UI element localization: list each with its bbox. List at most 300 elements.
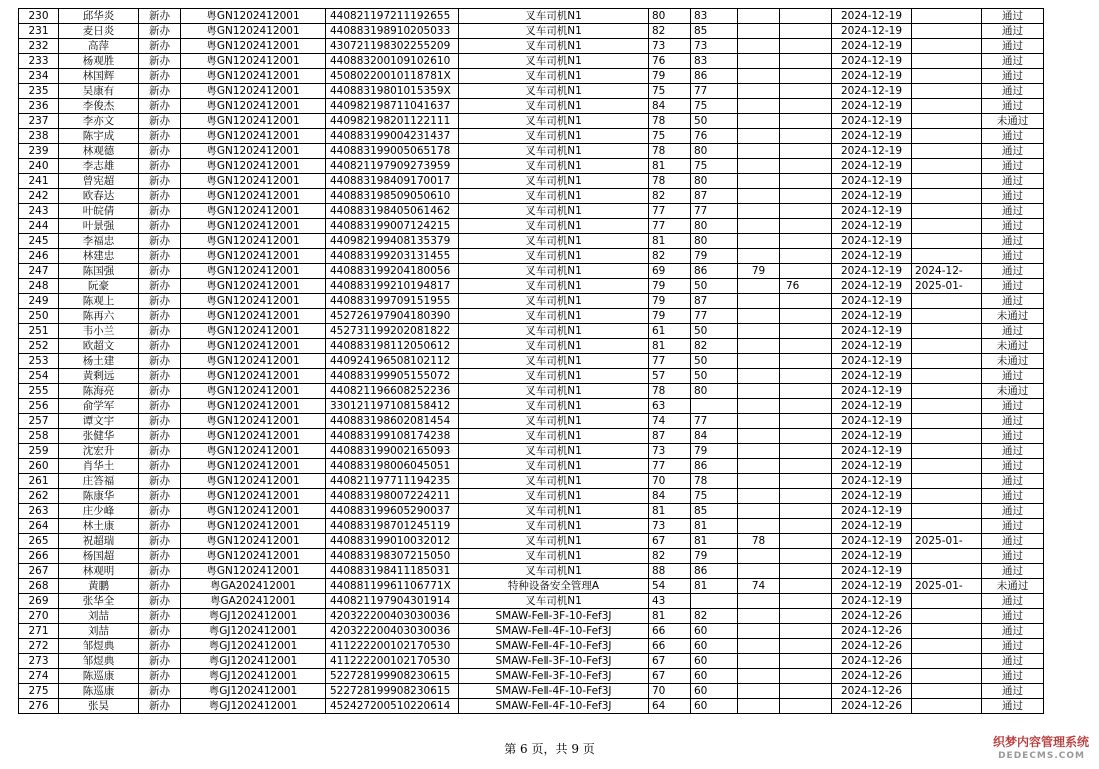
apply-type-cell: 新办: [139, 99, 181, 114]
name-cell: 谭文宇: [59, 414, 139, 429]
retest-score-2-cell: [780, 399, 832, 414]
retest-date-cell: [912, 234, 982, 249]
exam-date-cell: 2024-12-19: [832, 219, 912, 234]
score-2-cell: 77: [691, 84, 738, 99]
name-cell: 陈康华: [59, 489, 139, 504]
batch-code-cell: 粤GN1202412001: [181, 24, 326, 39]
score-1-cell: 73: [649, 39, 691, 54]
exam-item-cell: 叉车司机N1: [459, 384, 649, 399]
retest-date-cell: [912, 159, 982, 174]
name-cell: 肖华土: [59, 459, 139, 474]
row-number: 265: [19, 534, 59, 549]
id-number-cell: 440982199408135379: [326, 234, 459, 249]
name-cell: 陈观上: [59, 294, 139, 309]
score-1-cell: 81: [649, 339, 691, 354]
score-1-cell: 66: [649, 639, 691, 654]
exam-date-cell: 2024-12-19: [832, 504, 912, 519]
name-cell: 曾宪超: [59, 174, 139, 189]
score-1-cell: 87: [649, 429, 691, 444]
batch-code-cell: 粤GJ1202412001: [181, 699, 326, 714]
score-1-cell: 74: [649, 414, 691, 429]
score-2-cell: 87: [691, 294, 738, 309]
retest-date-cell: [912, 654, 982, 669]
batch-code-cell: 粤GN1202412001: [181, 534, 326, 549]
table-row: [19, 549, 1044, 564]
id-number-cell: 440883199905155072: [326, 369, 459, 384]
score-2-cell: 50: [691, 114, 738, 129]
retest-score-2-cell: [780, 24, 832, 39]
result-cell: 未通过: [982, 114, 1044, 129]
retest-score-2-cell: [780, 174, 832, 189]
batch-code-cell: 粤GJ1202412001: [181, 684, 326, 699]
retest-score-1-cell: [738, 444, 780, 459]
exam-date-cell: 2024-12-19: [832, 459, 912, 474]
retest-score-2-cell: [780, 534, 832, 549]
result-cell: 通过: [982, 159, 1044, 174]
exam-item-cell: 特种设备安全管理A: [459, 579, 649, 594]
score-1-cell: 57: [649, 369, 691, 384]
retest-score-1-cell: [738, 399, 780, 414]
table-row: [19, 594, 1044, 609]
result-cell: 通过: [982, 204, 1044, 219]
exam-date-cell: 2024-12-19: [832, 594, 912, 609]
row-number: 272: [19, 639, 59, 654]
retest-score-2-cell: [780, 369, 832, 384]
batch-code-cell: 粤GA202412001: [181, 594, 326, 609]
exam-item-cell: 叉车司机N1: [459, 594, 649, 609]
exam-date-cell: 2024-12-19: [832, 9, 912, 24]
exam-item-cell: 叉车司机N1: [459, 429, 649, 444]
retest-score-2-cell: [780, 474, 832, 489]
retest-score-2-cell: [780, 84, 832, 99]
apply-type-cell: 新办: [139, 669, 181, 684]
retest-date-cell: [912, 399, 982, 414]
score-2-cell: 83: [691, 9, 738, 24]
batch-code-cell: 粤GJ1202412001: [181, 624, 326, 639]
retest-date-cell: [912, 369, 982, 384]
apply-type-cell: 新办: [139, 684, 181, 699]
id-number-cell: 440883198006045051: [326, 459, 459, 474]
result-cell: 通过: [982, 459, 1044, 474]
row-number: 249: [19, 294, 59, 309]
retest-date-cell: [912, 99, 982, 114]
retest-score-1-cell: 78: [738, 534, 780, 549]
batch-code-cell: 粤GN1202412001: [181, 324, 326, 339]
batch-code-cell: 粤GN1202412001: [181, 339, 326, 354]
id-number-cell: 440883199010032012: [326, 534, 459, 549]
name-cell: 祝超瑞: [59, 534, 139, 549]
retest-score-2-cell: [780, 669, 832, 684]
score-1-cell: 73: [649, 519, 691, 534]
exam-date-cell: 2024-12-19: [832, 549, 912, 564]
retest-score-2-cell: [780, 204, 832, 219]
exam-date-cell: 2024-12-19: [832, 324, 912, 339]
retest-score-2-cell: [780, 564, 832, 579]
retest-date-cell: [912, 474, 982, 489]
result-cell: 通过: [982, 429, 1044, 444]
retest-score-2-cell: [780, 69, 832, 84]
exam-item-cell: 叉车司机N1: [459, 474, 649, 489]
batch-code-cell: 粤GN1202412001: [181, 189, 326, 204]
score-2-cell: 60: [691, 624, 738, 639]
batch-code-cell: 粤GN1202412001: [181, 249, 326, 264]
result-cell: 通过: [982, 39, 1044, 54]
result-cell: 通过: [982, 444, 1044, 459]
id-number-cell: 440821197904301914: [326, 594, 459, 609]
results-table: [18, 8, 1044, 714]
result-cell: 通过: [982, 534, 1044, 549]
retest-score-1-cell: [738, 459, 780, 474]
batch-code-cell: 粤GN1202412001: [181, 564, 326, 579]
score-2-cell: 75: [691, 489, 738, 504]
apply-type-cell: 新办: [139, 564, 181, 579]
batch-code-cell: 粤GN1202412001: [181, 369, 326, 384]
retest-date-cell: [912, 564, 982, 579]
retest-score-1-cell: [738, 129, 780, 144]
score-1-cell: 76: [649, 54, 691, 69]
table-row: [19, 459, 1044, 474]
exam-item-cell: 叉车司机N1: [459, 144, 649, 159]
result-cell: 通过: [982, 594, 1044, 609]
score-1-cell: 84: [649, 99, 691, 114]
retest-score-2-cell: [780, 624, 832, 639]
score-2-cell: 60: [691, 699, 738, 714]
score-1-cell: 54: [649, 579, 691, 594]
id-number-cell: 440883199203131455: [326, 249, 459, 264]
batch-code-cell: 粤GN1202412001: [181, 294, 326, 309]
score-2-cell: 73: [691, 39, 738, 54]
row-number: 276: [19, 699, 59, 714]
table-row: [19, 9, 1044, 24]
score-2-cell: 79: [691, 249, 738, 264]
exam-item-cell: 叉车司机N1: [459, 54, 649, 69]
retest-score-2-cell: [780, 324, 832, 339]
batch-code-cell: 粤GN1202412001: [181, 84, 326, 99]
retest-score-2-cell: [780, 339, 832, 354]
name-cell: 沈宏升: [59, 444, 139, 459]
retest-date-cell: [912, 114, 982, 129]
retest-date-cell: 2025-01-: [912, 534, 982, 549]
row-number: 266: [19, 549, 59, 564]
retest-score-1-cell: [738, 39, 780, 54]
table-row: [19, 414, 1044, 429]
apply-type-cell: 新办: [139, 459, 181, 474]
exam-item-cell: 叉车司机N1: [459, 489, 649, 504]
apply-type-cell: 新办: [139, 474, 181, 489]
table-row: [19, 114, 1044, 129]
name-cell: 陈再六: [59, 309, 139, 324]
id-number-cell: 440883198409170017: [326, 174, 459, 189]
batch-code-cell: 粤GN1202412001: [181, 114, 326, 129]
result-cell: 通过: [982, 219, 1044, 234]
id-number-cell: 440883199004231437: [326, 129, 459, 144]
retest-date-cell: [912, 684, 982, 699]
result-cell: 通过: [982, 264, 1044, 279]
score-2-cell: [691, 399, 738, 414]
id-number-cell: 440883198307215050: [326, 549, 459, 564]
id-number-cell: 440883200109102610: [326, 54, 459, 69]
retest-score-1-cell: [738, 474, 780, 489]
exam-date-cell: 2024-12-19: [832, 579, 912, 594]
exam-date-cell: 2024-12-19: [832, 279, 912, 294]
row-number: 232: [19, 39, 59, 54]
id-number-cell: 440924196508102112: [326, 354, 459, 369]
batch-code-cell: 粤GN1202412001: [181, 144, 326, 159]
retest-score-2-cell: [780, 609, 832, 624]
table-row: [19, 189, 1044, 204]
table-row: [19, 324, 1044, 339]
retest-score-1-cell: [738, 669, 780, 684]
retest-score-1-cell: [738, 54, 780, 69]
exam-date-cell: 2024-12-19: [832, 354, 912, 369]
apply-type-cell: 新办: [139, 414, 181, 429]
name-cell: 张华全: [59, 594, 139, 609]
exam-item-cell: 叉车司机N1: [459, 444, 649, 459]
row-number: 243: [19, 204, 59, 219]
result-cell: 未通过: [982, 384, 1044, 399]
exam-date-cell: 2024-12-19: [832, 159, 912, 174]
result-cell: 通过: [982, 474, 1044, 489]
id-number-cell: 440883198602081454: [326, 414, 459, 429]
retest-date-cell: [912, 444, 982, 459]
score-2-cell: 82: [691, 609, 738, 624]
exam-item-cell: SMAW-FeⅡ-3F-10-Fef3J: [459, 609, 649, 624]
exam-date-cell: 2024-12-19: [832, 174, 912, 189]
exam-date-cell: 2024-12-19: [832, 54, 912, 69]
id-number-cell: 411222200102170530: [326, 654, 459, 669]
name-cell: 李福忠: [59, 234, 139, 249]
result-cell: 通过: [982, 234, 1044, 249]
table-row: [19, 39, 1044, 54]
score-1-cell: 77: [649, 459, 691, 474]
retest-date-cell: [912, 174, 982, 189]
table-row: [19, 429, 1044, 444]
retest-score-1-cell: [738, 609, 780, 624]
result-cell: 未通过: [982, 339, 1044, 354]
retest-date-cell: [912, 324, 982, 339]
retest-date-cell: [912, 24, 982, 39]
id-number-cell: 440883198411185031: [326, 564, 459, 579]
row-number: 274: [19, 669, 59, 684]
retest-score-2-cell: [780, 234, 832, 249]
retest-date-cell: [912, 339, 982, 354]
retest-score-1-cell: [738, 384, 780, 399]
row-number: 236: [19, 99, 59, 114]
id-number-cell: 420322200403030036: [326, 624, 459, 639]
score-2-cell: 81: [691, 579, 738, 594]
name-cell: 李亦文: [59, 114, 139, 129]
row-number: 273: [19, 654, 59, 669]
retest-date-cell: [912, 429, 982, 444]
row-number: 231: [19, 24, 59, 39]
score-1-cell: 81: [649, 159, 691, 174]
id-number-cell: 440883198112050612: [326, 339, 459, 354]
score-2-cell: 60: [691, 684, 738, 699]
result-cell: 通过: [982, 414, 1044, 429]
retest-score-1-cell: [738, 624, 780, 639]
score-1-cell: 77: [649, 354, 691, 369]
table-row: [19, 69, 1044, 84]
name-cell: 陈国强: [59, 264, 139, 279]
name-cell: 黄剩远: [59, 369, 139, 384]
batch-code-cell: 粤GN1202412001: [181, 399, 326, 414]
apply-type-cell: 新办: [139, 219, 181, 234]
score-1-cell: 79: [649, 279, 691, 294]
id-number-cell: 440883198910205033: [326, 24, 459, 39]
exam-item-cell: 叉车司机N1: [459, 504, 649, 519]
score-2-cell: 81: [691, 534, 738, 549]
batch-code-cell: 粤GN1202412001: [181, 519, 326, 534]
result-cell: 通过: [982, 174, 1044, 189]
table-row: [19, 624, 1044, 639]
score-1-cell: 81: [649, 234, 691, 249]
retest-score-1-cell: [738, 279, 780, 294]
table-row: [19, 24, 1044, 39]
table-row: [19, 159, 1044, 174]
exam-date-cell: 2024-12-19: [832, 294, 912, 309]
retest-score-1-cell: [738, 504, 780, 519]
retest-date-cell: [912, 39, 982, 54]
score-1-cell: 66: [649, 624, 691, 639]
score-1-cell: 84: [649, 489, 691, 504]
score-2-cell: 77: [691, 414, 738, 429]
apply-type-cell: 新办: [139, 399, 181, 414]
table-row: [19, 129, 1044, 144]
exam-date-cell: 2024-12-19: [832, 144, 912, 159]
retest-score-1-cell: [738, 369, 780, 384]
score-2-cell: 86: [691, 264, 738, 279]
batch-code-cell: 粤GN1202412001: [181, 489, 326, 504]
table-row: [19, 669, 1044, 684]
result-cell: 通过: [982, 504, 1044, 519]
name-cell: 杨土建: [59, 354, 139, 369]
exam-item-cell: SMAW-FeⅡ-3F-10-Fef3J: [459, 669, 649, 684]
retest-score-2-cell: [780, 219, 832, 234]
exam-date-cell: 2024-12-26: [832, 684, 912, 699]
exam-date-cell: 2024-12-19: [832, 339, 912, 354]
score-2-cell: 85: [691, 504, 738, 519]
result-cell: 通过: [982, 279, 1044, 294]
table-row: [19, 369, 1044, 384]
apply-type-cell: 新办: [139, 339, 181, 354]
retest-score-2-cell: [780, 129, 832, 144]
result-cell: 通过: [982, 684, 1044, 699]
score-2-cell: [691, 594, 738, 609]
retest-score-1-cell: [738, 159, 780, 174]
retest-date-cell: [912, 669, 982, 684]
name-cell: 杨观胜: [59, 54, 139, 69]
score-2-cell: 50: [691, 369, 738, 384]
name-cell: 林建忠: [59, 249, 139, 264]
score-1-cell: 78: [649, 114, 691, 129]
result-cell: 未通过: [982, 579, 1044, 594]
retest-score-1-cell: [738, 414, 780, 429]
exam-date-cell: 2024-12-19: [832, 99, 912, 114]
retest-date-cell: 2024-12-: [912, 264, 982, 279]
batch-code-cell: 粤GN1202412001: [181, 384, 326, 399]
row-number: 257: [19, 414, 59, 429]
score-2-cell: 50: [691, 279, 738, 294]
retest-date-cell: 2025-01-: [912, 279, 982, 294]
apply-type-cell: 新办: [139, 639, 181, 654]
name-cell: 刘喆: [59, 609, 139, 624]
score-2-cell: 75: [691, 99, 738, 114]
name-cell: 庄答福: [59, 474, 139, 489]
name-cell: 麦日炎: [59, 24, 139, 39]
row-number: 255: [19, 384, 59, 399]
apply-type-cell: 新办: [139, 69, 181, 84]
retest-score-1-cell: 79: [738, 264, 780, 279]
row-number: 241: [19, 174, 59, 189]
score-2-cell: 79: [691, 444, 738, 459]
table-row: [19, 84, 1044, 99]
score-2-cell: 76: [691, 129, 738, 144]
id-number-cell: 440883198701245119: [326, 519, 459, 534]
id-number-cell: 440821196608252236: [326, 384, 459, 399]
batch-code-cell: 粤GN1202412001: [181, 354, 326, 369]
exam-item-cell: 叉车司机N1: [459, 204, 649, 219]
id-number-cell: 440821197711194235: [326, 474, 459, 489]
score-1-cell: 63: [649, 399, 691, 414]
table-row: [19, 489, 1044, 504]
exam-date-cell: 2024-12-19: [832, 114, 912, 129]
name-cell: 林国辉: [59, 69, 139, 84]
score-1-cell: 80: [649, 9, 691, 24]
table-row: [19, 699, 1044, 714]
result-cell: 通过: [982, 609, 1044, 624]
retest-score-2-cell: [780, 639, 832, 654]
id-number-cell: 440883199709151955: [326, 294, 459, 309]
exam-item-cell: 叉车司机N1: [459, 249, 649, 264]
apply-type-cell: 新办: [139, 384, 181, 399]
retest-date-cell: [912, 549, 982, 564]
retest-date-cell: [912, 144, 982, 159]
apply-type-cell: 新办: [139, 114, 181, 129]
row-number: 233: [19, 54, 59, 69]
exam-item-cell: 叉车司机N1: [459, 534, 649, 549]
row-number: 271: [19, 624, 59, 639]
result-cell: 通过: [982, 129, 1044, 144]
row-number: 251: [19, 324, 59, 339]
retest-score-2-cell: [780, 519, 832, 534]
result-cell: 通过: [982, 639, 1044, 654]
table-row: [19, 354, 1044, 369]
retest-date-cell: [912, 84, 982, 99]
batch-code-cell: 粤GN1202412001: [181, 414, 326, 429]
batch-code-cell: 粤GN1202412001: [181, 504, 326, 519]
retest-score-1-cell: [738, 204, 780, 219]
retest-score-2-cell: [780, 309, 832, 324]
retest-score-2-cell: [780, 9, 832, 24]
row-number: 237: [19, 114, 59, 129]
score-2-cell: 50: [691, 354, 738, 369]
score-2-cell: 60: [691, 639, 738, 654]
retest-score-1-cell: [738, 309, 780, 324]
exam-item-cell: SMAW-FeⅡ-4F-10-Fef3J: [459, 624, 649, 639]
exam-item-cell: 叉车司机N1: [459, 324, 649, 339]
apply-type-cell: 新办: [139, 699, 181, 714]
retest-date-cell: [912, 519, 982, 534]
exam-item-cell: 叉车司机N1: [459, 399, 649, 414]
apply-type-cell: 新办: [139, 174, 181, 189]
exam-date-cell: 2024-12-19: [832, 234, 912, 249]
retest-score-2-cell: [780, 249, 832, 264]
row-number: 256: [19, 399, 59, 414]
retest-score-1-cell: [738, 99, 780, 114]
id-number-cell: 440883199204180056: [326, 264, 459, 279]
row-number: 240: [19, 159, 59, 174]
score-2-cell: 80: [691, 144, 738, 159]
